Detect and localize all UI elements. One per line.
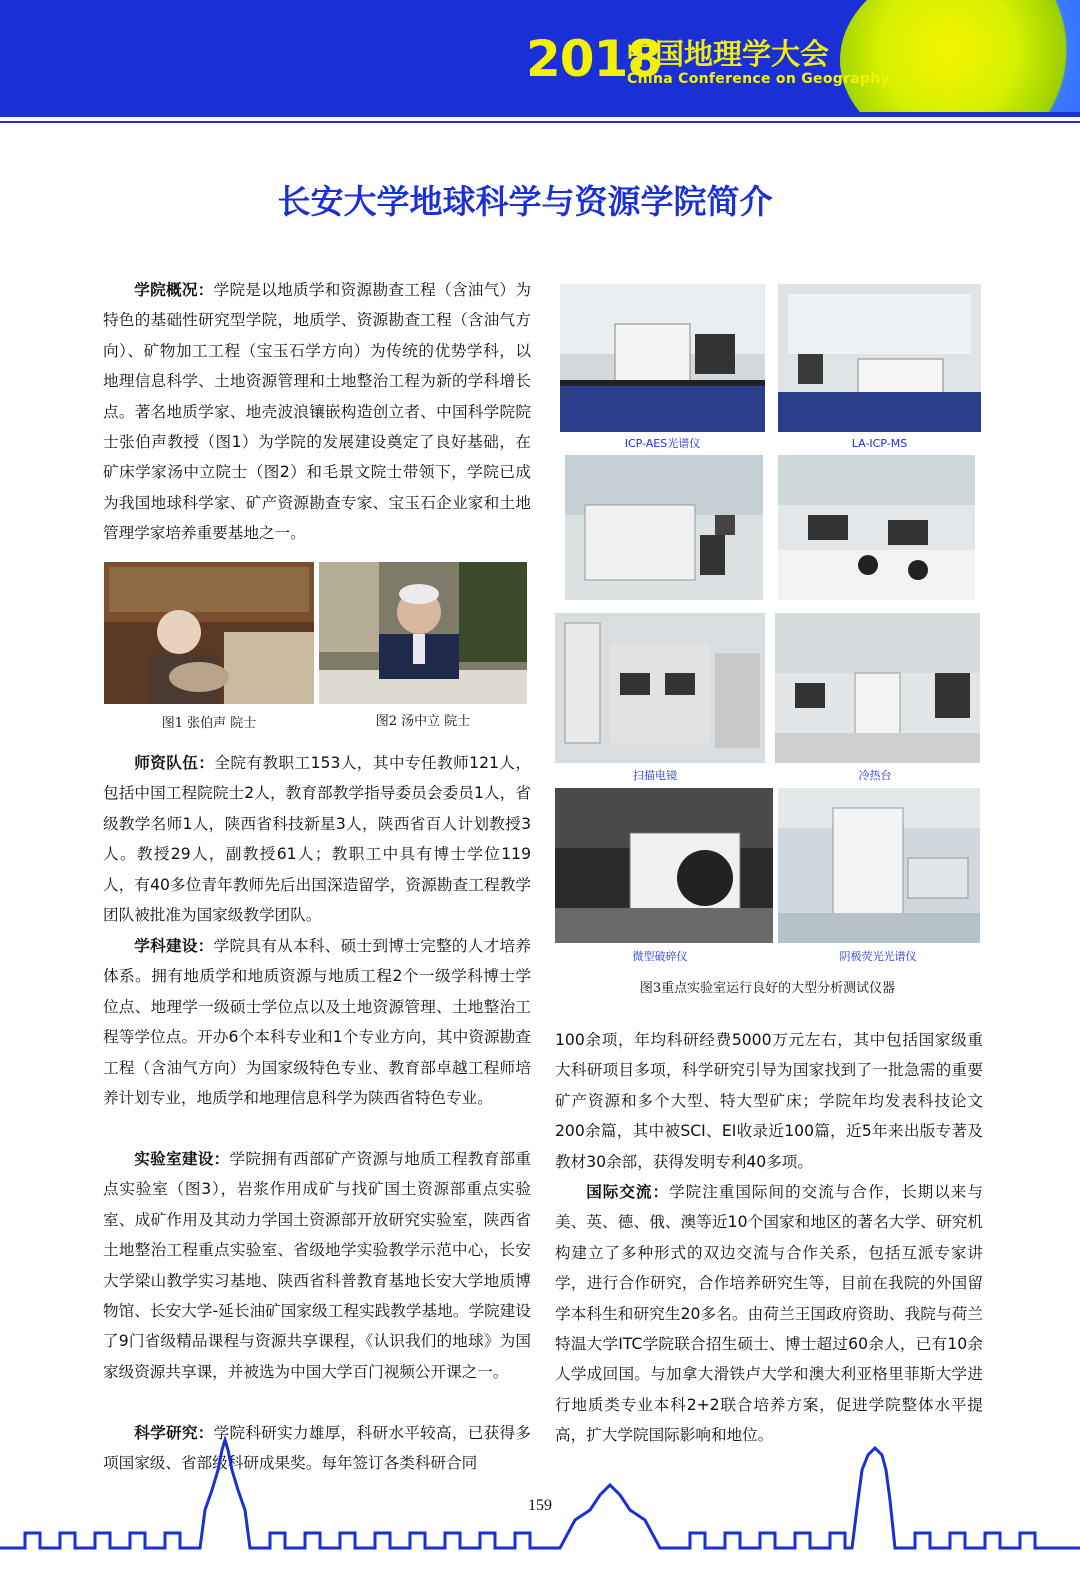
photo-micro-crusher — [555, 788, 773, 943]
caption-cathodoluminescence: 阴极荧光光谱仪 — [839, 950, 917, 963]
conference-year: 2018 — [526, 30, 662, 88]
photo-tang-zhongli — [319, 562, 527, 704]
caption-icp-aes: ICP-AES光谱仪 — [624, 437, 701, 450]
photo-lab-instrument-4 — [778, 455, 975, 600]
fig2-caption: 图2 汤中立 院士 — [375, 714, 471, 729]
section-discipline — [103, 931, 531, 1113]
section-laboratory — [103, 1144, 531, 1387]
research-text: 学院科研实力雄厚，科研水平较高，已获得多项国家级、省部级科研成果奖。每年签订各类科研合同 — [103, 1424, 531, 1473]
photo-icp-aes — [560, 284, 765, 432]
fig3-caption: 图3重点实验室运行良好的大型分析测试仪器 — [639, 981, 896, 996]
photo-sem — [555, 613, 765, 763]
conference-title-cn: 中国地理学大会 — [626, 37, 830, 71]
photo-zhang-bosheng — [104, 562, 314, 704]
caption-heating-cooling-stage: 冷热台 — [858, 769, 892, 782]
international-text: 学院注重国际间的交流与合作，长期以来与美、英、德、俄、澳等近10个国家和地区的著名大学、研究机构建立了多种形式的双边交流与合作关系，包括互派专家讲学，进行合作研究，合作培养研究生等，目前在我院的外国留学本科生和研究生20多名。由荷兰王国政府资助、我院与荷兰特温大学ITC学院联合招生硕士、博士超过60余人，已有10余人学成回国。与加拿大滑铁卢大学和澳大利亚格里菲斯大学进行地质类专业本科2+2联合培养方案，促进学院整体水平提高，扩大学院国际影响和地位。 — [555, 1183, 983, 1445]
photo-heating-cooling-stage — [775, 613, 980, 763]
conference-title-en: China Conference on Geography — [627, 71, 891, 87]
photo-la-icp-ms — [778, 284, 981, 432]
caption-la-icp-ms: LA-ICP-MS — [851, 437, 908, 450]
section-faculty — [103, 748, 531, 930]
laboratory-text: 学院拥有西部矿产资源与地质工程教育部重点实验室（图3），岩浆作用成矿与找矿国土资源部重点实验室、成矿作用及其动力学国土资源部开放研究实验室，陕西省土地整治工程重点实验室、省级地学实验教学示范中心，长安大学梁山教学实习基地、陕西省科普教育基地长安大学地质博物馆、长安大学-延长油矿国家级工程实践教学基地。学院建设了9门省级精品课程与资源共享课程，《认识我们的地球》为国家级资源共享课，并被选为中国大学百门视频公开课之一。 — [103, 1150, 531, 1381]
section-overview — [103, 275, 531, 549]
overview-text: 学院是以地质学和资源勘查工程（含油气）为特色的基础性研究型学院，地质学、资源勘查工程（含油气方向）、矿物加工工程（宝玉石学方向）为传统的优势学科，以地理信息科学、土地资源管理和土地整治工程为新的学科增长点。著名地质学家、地壳波浪镶嵌构造创立者、中国科学院院士张伯声教授（图1）为学院的发展建设奠定了良好基础，在矿床学家汤中立院士（图2）和毛景文院士带领下，学院已成为我国地球科学家、矿产资源勘查专家、宝玉石企业家和土地管理学家培养重要基地之一。 — [103, 281, 531, 543]
faculty-label: 师资队伍： — [134, 754, 215, 772]
caption-sem: 扫描电镜 — [633, 769, 677, 782]
faculty-text: 全院有教职工153人，其中专任教师121人，包括中国工程院院士2人，教育部教学指导委员会委员1人，省级教学名师1人，陕西省科技新星3人，陕西省百人计划教授3人。教授29人，副教授61人；教职工中具有博士学位119人，有40多位青年教师先后出国深造留学，资源勘查工程教学团队被批准为国家级教学团队。 — [103, 754, 531, 925]
caption-micro-crusher: 微型破碎仪 — [632, 950, 688, 963]
photo-lab-instrument-3 — [565, 455, 763, 600]
globe-graphic — [840, 0, 1080, 112]
page-title: 长安大学地球科学与资源学院简介 — [277, 182, 773, 221]
section-international — [555, 1177, 983, 1451]
laboratory-label: 实验室建设： — [134, 1150, 230, 1168]
section-research — [103, 1418, 531, 1479]
conference-banner — [0, 0, 1080, 112]
international-label: 国际交流： — [586, 1183, 670, 1201]
fig1-caption: 图1 张伯声 院士 — [161, 716, 257, 731]
overview-label: 学院概况： — [134, 281, 214, 299]
discipline-label: 学科建设： — [134, 937, 214, 955]
research-label: 科学研究： — [134, 1424, 214, 1442]
header-rule-thin — [0, 121, 1080, 123]
page-number: 159 — [528, 1497, 552, 1514]
discipline-text: 学院具有从本科、硕士到博士完整的人才培养体系。拥有地质学和地质资源与地质工程2个一级学科博士学位点、地理学一级硕士学位点以及土地资源管理、土地整治工程等学位点。开办6个本科专业和1个专业方向，其中资源勘查工程（含油气方向）为国家级特色专业、教育部卓越工程师培养计划专业，地质学和地理信息科学为陕西省特色专业。 — [103, 937, 531, 1108]
research-continued: 100余项，年均科研经费5000万元左右，其中包括国家级重大科研项目多项，科学研究引导为国家找到了一批急需的重要矿产资源和多个大型、特大型矿床；学院年均发表科技论文200余篇，其中被SCI、EI收录近100篇，近5年来出版专著及教材30余部，获得发明专利40多项。 — [555, 1031, 983, 1171]
photo-cathodoluminescence — [778, 788, 980, 943]
header-rule — [0, 112, 1080, 117]
